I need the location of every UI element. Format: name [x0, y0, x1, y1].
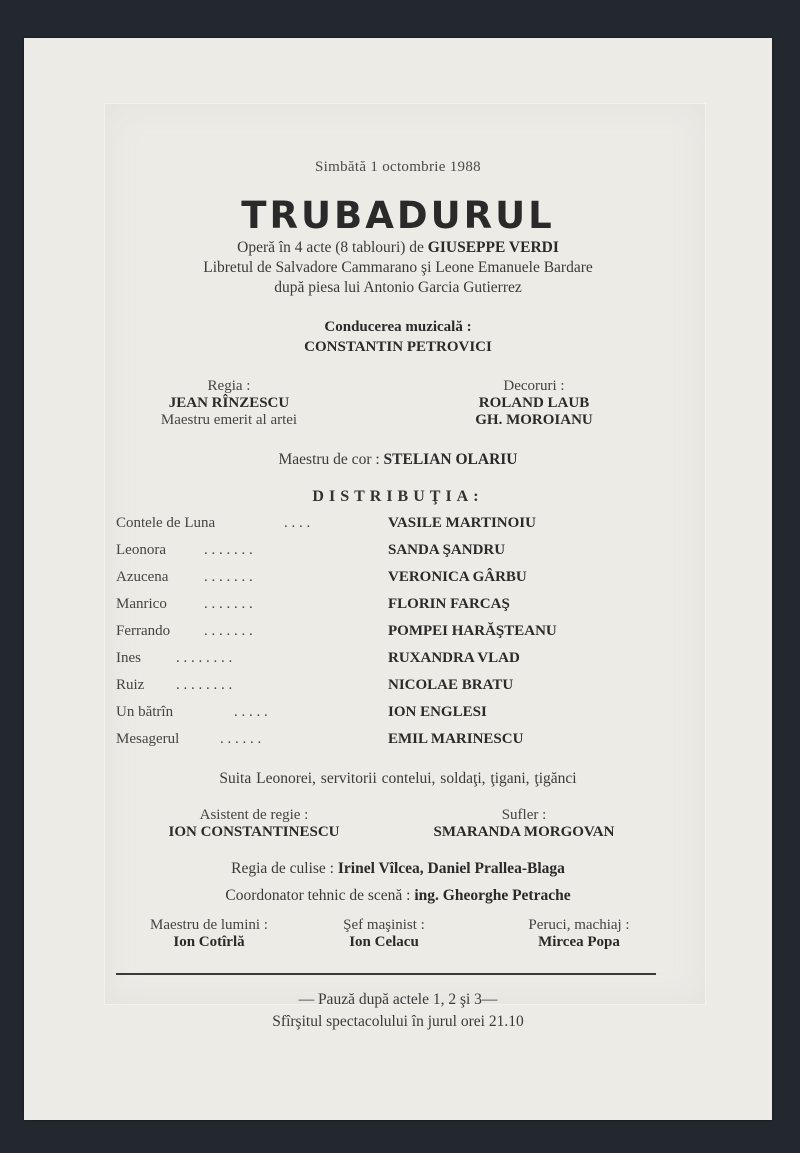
cast-actor: NICOLAE BRATU	[388, 677, 514, 693]
lights-name: Ion Cotîrlă	[173, 934, 245, 950]
cast-row	[116, 650, 636, 677]
leader-dots: . . . . . . . .	[176, 650, 233, 666]
leader-dots: . . . . . . .	[204, 542, 253, 558]
cast-actor: SANDA ŞANDRU	[388, 542, 506, 558]
performance-date: Simbătă 1 octombrie 1988	[315, 159, 481, 175]
leader-dots: . . . . . . .	[204, 596, 253, 612]
prompter-label: Sufler :	[501, 807, 547, 823]
wigs-label: Peruci, machiaj :	[528, 917, 630, 933]
wigs-block	[489, 917, 669, 951]
leader-dots: . . . . . . . .	[176, 677, 233, 693]
cast-heading: DISTRIBUŢIA:	[312, 488, 484, 505]
cast-role: Ruiz	[116, 677, 145, 693]
cast-row	[116, 731, 636, 758]
tech-label: Coordonator tehnic de scenă :	[225, 887, 411, 904]
lights-label: Maestru de lumini :	[150, 917, 268, 933]
wigs-name: Mircea Popa	[538, 934, 620, 950]
cast-role: Leonora	[116, 542, 166, 558]
assistant-label: Asistent de regie :	[199, 807, 309, 823]
divider-rule	[116, 973, 656, 975]
program-sheet	[24, 38, 772, 1120]
subtitle-line	[24, 238, 772, 258]
cast-role: Ferrando	[116, 623, 171, 639]
cast-row	[116, 515, 636, 542]
intermission-line: — Pauză după actele 1, 2 şi 3—	[298, 991, 498, 1008]
machinist-block	[304, 917, 464, 951]
cast-role: Azucena	[116, 569, 169, 585]
composer-name: GIUSEPPE VERDI	[427, 239, 559, 256]
leader-dots: . . . . . . .	[204, 569, 253, 585]
sets-block	[444, 378, 624, 429]
tech-coordinator-line	[24, 886, 772, 906]
prompter-block	[409, 807, 639, 841]
cast-actor: ION ENGLESI	[388, 704, 487, 720]
end-time-line: Sfîrşitul spectacolului în jurul orei 21.10	[272, 1013, 524, 1030]
cast-actor: VASILE MARTINOIU	[388, 515, 536, 531]
musical-direction-label: Conducerea muzicală :	[324, 319, 472, 335]
cast-row	[116, 704, 636, 731]
cast-role: Contele de Luna	[116, 515, 216, 531]
libretto-line: Libretul de Salvadore Cammarano şi Leone Emanuele Bardare	[203, 259, 593, 276]
machinist-name: Ion Celacu	[349, 934, 419, 950]
chorus-line	[24, 450, 772, 470]
stage-direction-label: Regia de culise :	[231, 860, 334, 877]
prompter-name: SMARANDA MORGOVAN	[433, 824, 615, 840]
cast-actor: FLORIN FARCAŞ	[388, 596, 510, 612]
assistant-name: ION CONSTANTINESCU	[168, 824, 340, 840]
source-line: după piesa lui Antonio Garcia Gutierrez	[274, 279, 522, 296]
cast-role: Un bătrîn	[116, 704, 174, 720]
leader-dots: . . . . . .	[220, 731, 262, 747]
director-name: JEAN RÎNZESCU	[168, 395, 290, 411]
cast-row	[116, 569, 636, 596]
cast-role: Ines	[116, 650, 141, 666]
chorus-label: Maestru de cor :	[278, 451, 380, 468]
sets-label: Decoruri :	[503, 378, 565, 394]
cast-role: Manrico	[116, 596, 167, 612]
leader-dots: . . . . . . .	[204, 623, 253, 639]
cast-role: Mesagerul	[116, 731, 180, 747]
cast-row	[116, 542, 636, 569]
lights-block	[119, 917, 299, 951]
direction-block	[134, 378, 324, 429]
stage-direction-line	[24, 859, 772, 879]
direction-label: Regia :	[207, 378, 251, 394]
cast-row	[116, 596, 636, 623]
cast-list	[116, 515, 636, 758]
cast-row	[116, 677, 636, 704]
stage-direction-names: Irinel Vîlcea, Daniel Prallea-Blaga	[337, 860, 565, 877]
set-designer-1: ROLAND LAUB	[478, 395, 590, 411]
tech-coordinator: ing. Gheorghe Petrache	[414, 887, 571, 904]
director-title: Maestru emerit al artei	[160, 412, 298, 428]
leader-dots: . . . . .	[234, 704, 268, 720]
set-designer-2: GH. MOROIANU	[475, 412, 593, 428]
cast-actor: EMIL MARINESCU	[388, 731, 524, 747]
cast-row	[116, 623, 636, 650]
cast-actor: VERONICA GÂRBU	[388, 569, 527, 585]
assistant-block	[149, 807, 359, 841]
opera-title: TRUBADURUL	[241, 194, 555, 237]
cast-actor: POMPEI HARĂŞTEANU	[388, 623, 557, 639]
machinist-label: Şef maşinist :	[343, 917, 425, 933]
cast-actor: RUXANDRA VLAD	[388, 650, 520, 666]
subtitle-prefix: Operă în 4 acte (8 tablouri) de	[237, 239, 424, 256]
musical-director: CONSTANTIN PETROVICI	[304, 339, 492, 355]
ensemble-line: Suita Leonorei, servitorii contelui, soldaţi, ţigani, ţigănci	[219, 770, 577, 787]
chorus-master: STELIAN OLARIU	[383, 451, 518, 468]
leader-dots: . . . .	[284, 515, 311, 531]
